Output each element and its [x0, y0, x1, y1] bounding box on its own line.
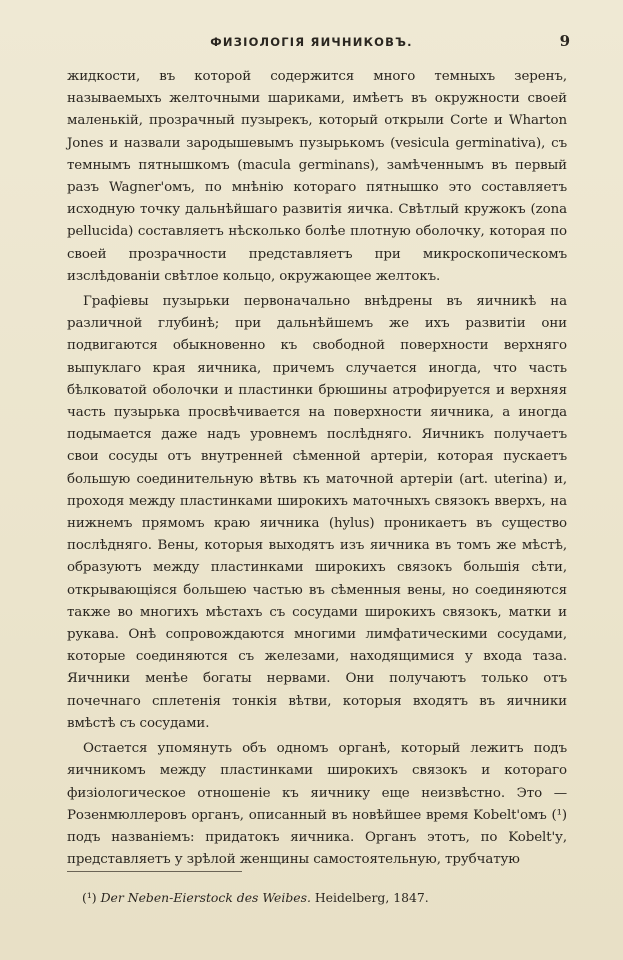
footnote	[82, 889, 562, 906]
footnote-marker: (¹)	[82, 890, 97, 905]
body-text	[67, 66, 567, 871]
footnote-title: Der Neben-Eierstock des Weibes.	[100, 890, 311, 905]
footnote-imprint: Heidelberg, 1847.	[314, 890, 429, 905]
page-number: 9	[559, 32, 570, 50]
paragraph-graafian-follicles: Графіевы пузырьки первоначально внѣдрены въ яичникѣ на различной глубинѣ; при дальнѣйшемъ же ихъ развитіи они подвигаются обыкновенно къ свободной поверхности верхняго выпуклаго края яичника, причемъ случается иногда, что часть бѣлковатой оболочки и пластинки брюшины атрофируется и верхняя часть пузырька просвѣчивается на поверхности яичника, а иногда подымается даже надъ уровнемъ послѣдняго. Яичникъ получаетъ свои сосуды отъ внутренней сѣменной артеріи, которая пускаетъ большую соединительную вѣтвь къ маточной артеріи (art. uterina) и, проходя между пластинками широкихъ маточныхъ связокъ вверхъ, на нижнемъ прямомъ краю яичника (hylus) проникаетъ въ существо послѣдняго. Вены, которыя выходятъ изъ яичника въ томъ же мѣстѣ, образуютъ между пластинками широкихъ связокъ большія сѣти, открывающіяся большею частью въ сѣменныя вены, но соединяются также во многихъ мѣстахъ съ сосудами широкихъ связокъ, матки и рукава. Онѣ сопровождаются многими лимфатическими сосудами, которые соединяются съ железами, находящимися у входа таза. Яичники менѣе богаты нервами. Они получаютъ только отъ почечнаго сплетенія тонкія вѣтви, которыя входятъ въ яичники вмѣстѣ съ сосудами.	[67, 294, 567, 731]
running-head	[0, 32, 623, 55]
paragraph-rosenmuller-organ: Остается упомянуть объ одномъ органѣ, который лежитъ подъ яичникомъ между пластинками широкихъ связокъ и котораго физіологическое отношеніе къ яичнику еще неизвѣстно. Это — Розенмюллеровъ органъ, описанный въ новѣйшее время Kobelt'омъ (¹) подъ названіемъ: придатокъ яичника. Органъ этотъ, по Kobelt'у, представляетъ у зрѣлой женщины самостоятельную, трубчатую	[67, 741, 567, 868]
paragraph-continuation: жидкости, въ которой содержится много темныхъ зеренъ, называемыхъ желточными шариками, имѣетъ въ окружности своей маленькій, прозрачный пузырекъ, который открыли Corte и Wharton Jones и назвали зародышевымъ пузырькомъ (vesicula germinativa), съ темнымъ пятнышкомъ (macula germinans), замѣченнымъ въ первый разъ Wagner'омъ, по мнѣнію котораго пятнышко это составляетъ исходную точку дальнѣйшаго развитія яичка. Свѣтлый кружокъ (zona pellucida) составляетъ нѣсколько болѣе плотную оболочку, которая по своей прозрачности представляетъ при микроскопическомъ изслѣдованіи свѣтлое кольцо, окружающее желтокъ.	[67, 69, 567, 284]
footnote-divider	[67, 871, 242, 872]
running-title: ФИЗІОЛОГІЯ ЯИЧНИКОВЪ.	[210, 35, 413, 49]
